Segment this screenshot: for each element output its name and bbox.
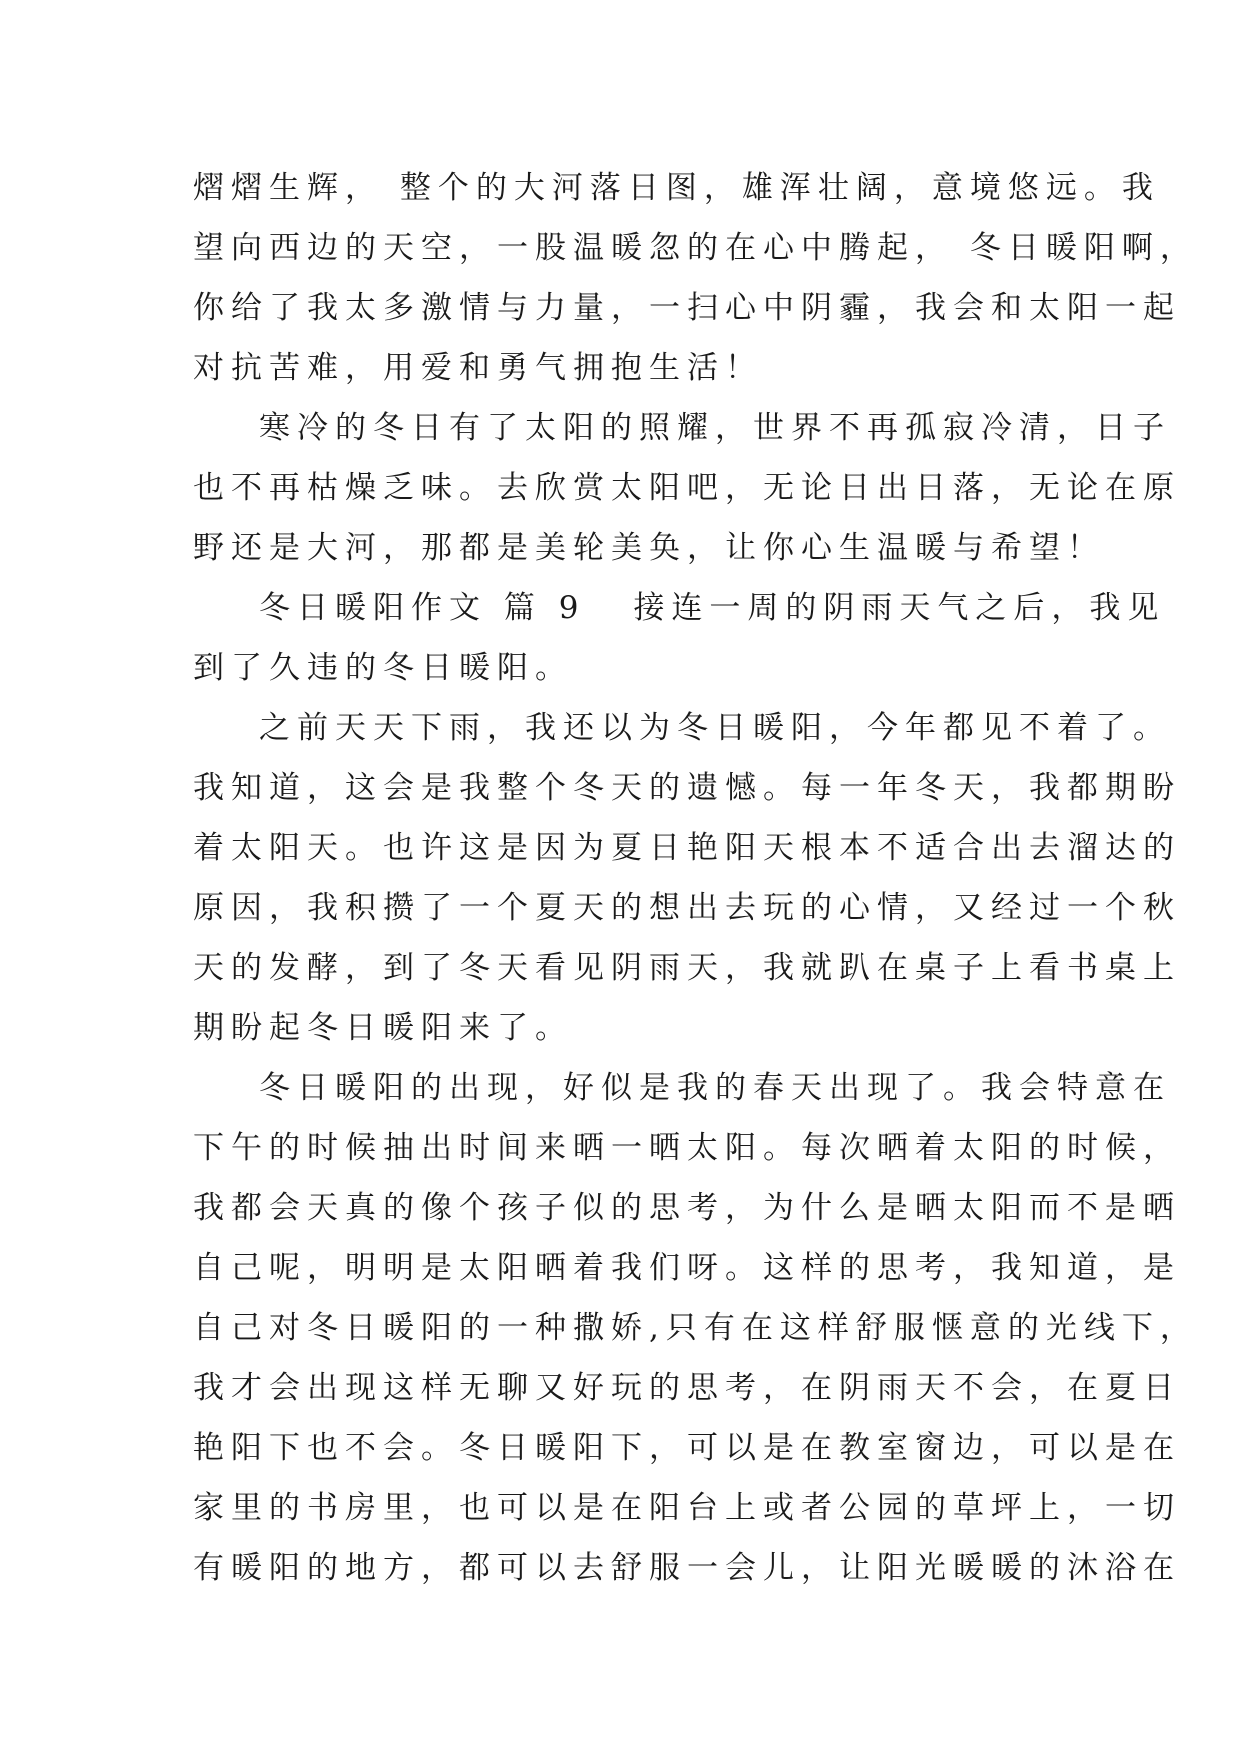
text-line: 也不再枯燥乏味。去欣赏太阳吧，无论日出日落，无论在原 [193, 470, 1181, 506]
text-line: 冬日暖阳的出现，好似是我的春天出现了。我会特意在 [259, 1070, 1171, 1106]
paragraph [193, 1058, 1198, 1598]
essay-body [193, 158, 1198, 1598]
text-line: 有暖阳的地方，都可以去舒服一会儿，让阳光暖暖的沐浴在 [193, 1550, 1181, 1586]
text-line: 之前天天下雨，我还以为冬日暖阳，今年都见不着了。 [259, 710, 1171, 746]
paragraph [193, 698, 1181, 1058]
paragraph-continuation [193, 158, 1198, 398]
text-line-content: 接连一周的阴雨天气之后，我见 [633, 590, 1166, 626]
section-heading-paragraph [193, 578, 1166, 698]
text-line: 到了久违的冬日暖阳。 [193, 650, 573, 686]
text-line: 原因，我积攒了一个夏天的想出去玩的心情，又经过一个秋 [193, 890, 1181, 926]
text-line: 我知道，这会是我整个冬天的遗憾。每一年冬天，我都期盼 [193, 770, 1181, 806]
text-line: 野还是大河，那都是美轮美奂，让你心生温暖与希望！ [193, 530, 1105, 566]
text-line: 期盼起冬日暖阳来了。 [193, 1010, 573, 1046]
text-line: 下午的时候抽出时间来晒一晒太阳。每次晒着太阳的时候， [193, 1130, 1181, 1166]
text-line: 你给了我太多激情与力量，一扫心中阴霾，我会和太阳一起 [193, 290, 1181, 326]
text-line: 寒冷的冬日有了太阳的照耀，世界不再孤寂冷清，日子 [259, 410, 1171, 446]
text-line: 望向西边的天空，一股温暖忽的在心中腾起， 冬日暖阳啊， [193, 230, 1198, 266]
text-line: 家里的书房里，也可以是在阳台上或者公园的草坪上，一切 [193, 1490, 1181, 1526]
section-heading: 冬日暖阳作文 篇 9 [259, 590, 586, 626]
text-line: 对抗苦难，用爱和勇气拥抱生活！ [193, 350, 763, 386]
text-line: 着太阳天。也许这是因为夏日艳阳天根本不适合出去溜达的 [193, 830, 1181, 866]
text-line: 熠熠生辉， 整个的大河落日图，雄浑壮阔，意境悠远。我 [193, 170, 1160, 206]
text-line: 艳阳下也不会。冬日暖阳下，可以是在教室窗边，可以是在 [193, 1430, 1181, 1466]
text-line [193, 578, 1166, 638]
text-line: 我都会天真的像个孩子似的思考，为什么是晒太阳而不是晒 [193, 1190, 1181, 1226]
text-line: 天的发酵，到了冬天看见阴雨天，我就趴在桌子上看书桌上 [193, 950, 1181, 986]
text-line: 我才会出现这样无聊又好玩的思考，在阴雨天不会，在夏日 [193, 1370, 1181, 1406]
paragraph [193, 398, 1181, 578]
text-line: 自己呢，明明是太阳晒着我们呀。这样的思考，我知道，是 [193, 1250, 1181, 1286]
text-line: 自己对冬日暖阳的一种撒娇,只有在这样舒服惬意的光线下， [193, 1310, 1198, 1346]
